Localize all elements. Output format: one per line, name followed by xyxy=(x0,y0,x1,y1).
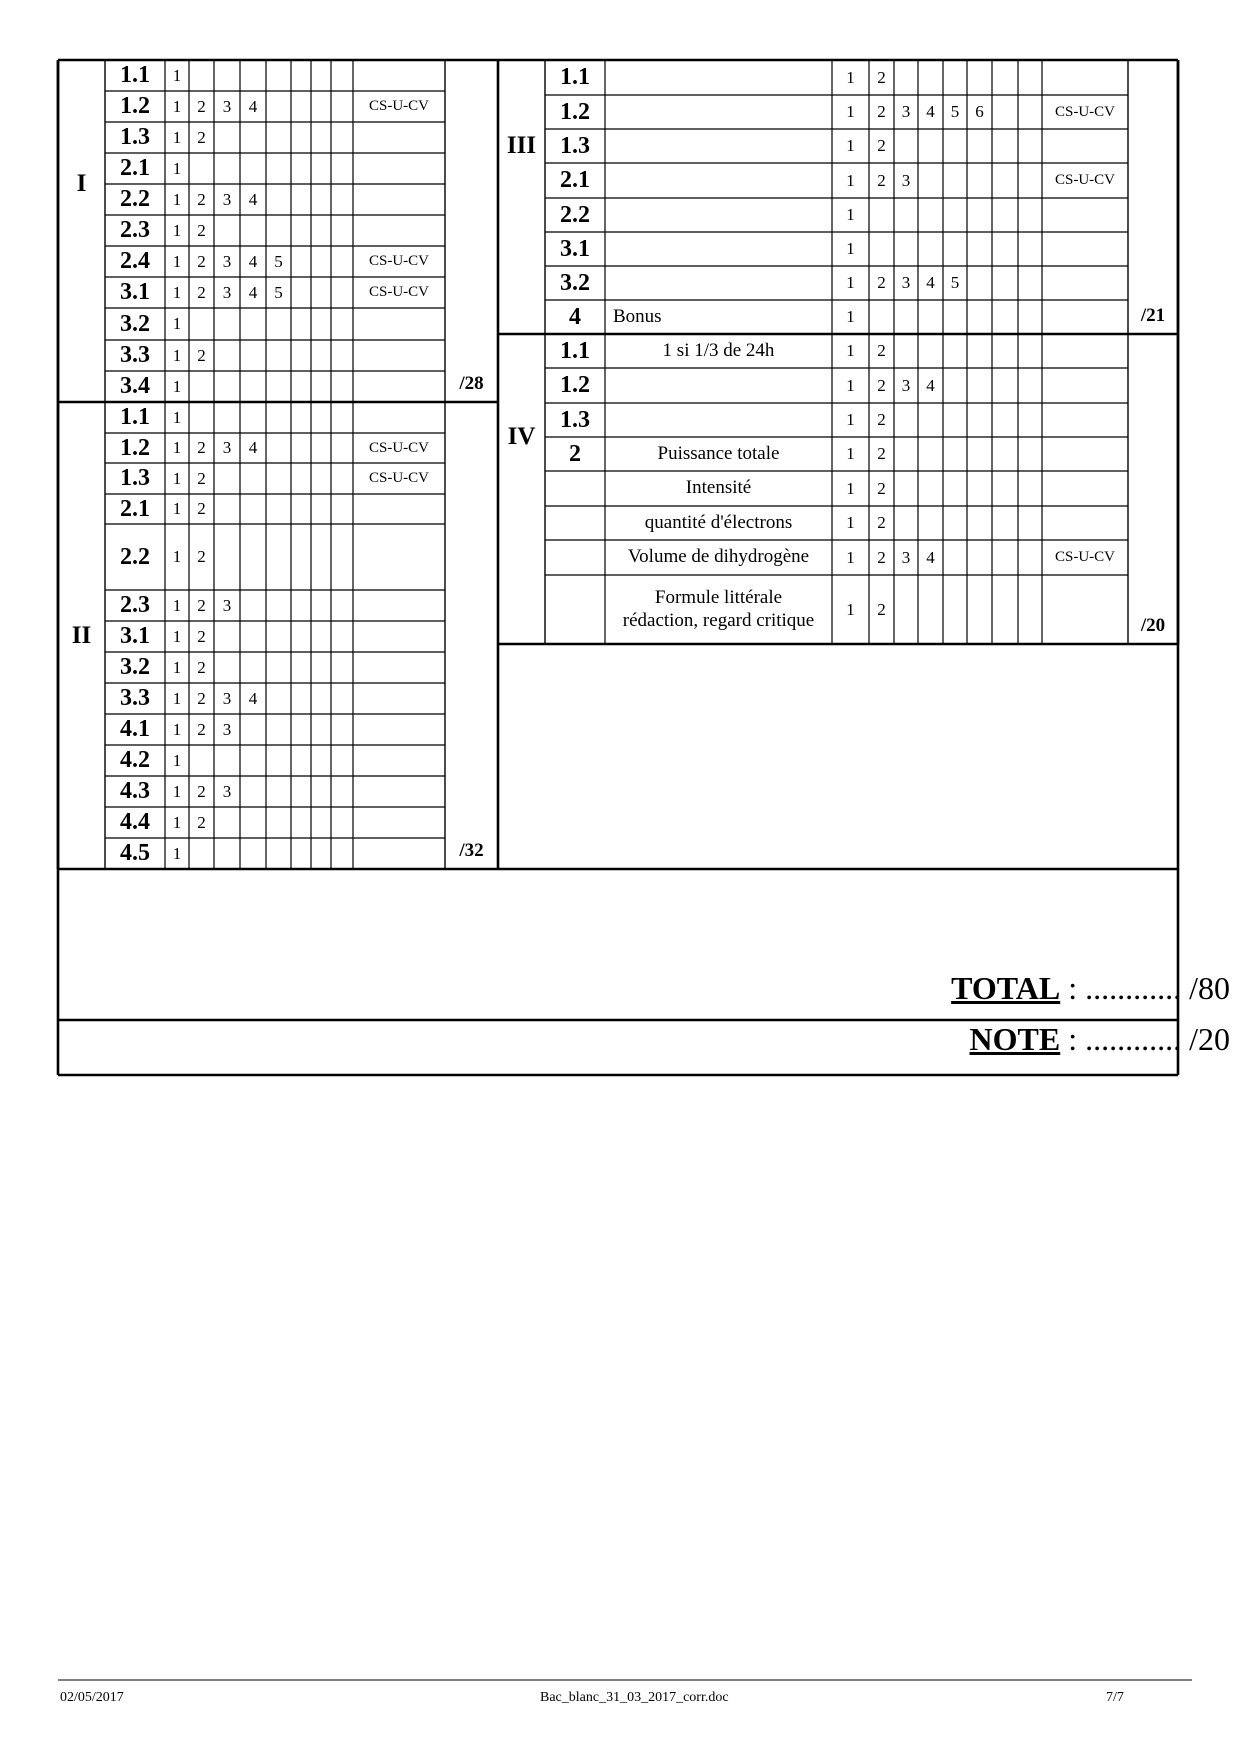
mark-value: 2 xyxy=(197,547,206,566)
total-max: /80 xyxy=(1189,970,1230,1006)
mark-value: 4 xyxy=(248,282,258,302)
question-number: 3.1 xyxy=(560,235,590,262)
competence-code: CS-U-CV xyxy=(1054,103,1115,120)
mark-value: 1 xyxy=(172,719,182,739)
question-description: Bonus xyxy=(613,305,662,327)
mark-value: 1 xyxy=(172,407,182,427)
mark-value: 3 xyxy=(222,189,232,209)
mark-value: 2 xyxy=(877,136,886,155)
mark-value: 1 xyxy=(846,599,855,619)
mark-value: 1 xyxy=(846,547,855,567)
question-number: 3.1 xyxy=(120,623,150,649)
competence-code: CS-U-CV xyxy=(368,439,429,456)
mark-value: 2 xyxy=(877,67,886,87)
mark-value: 2 xyxy=(197,96,206,116)
competence-code: CS-U-CV xyxy=(1054,549,1115,565)
mark-value: 1 xyxy=(172,251,182,271)
mark-value: 2 xyxy=(197,781,206,801)
mark-value: 5 xyxy=(950,273,960,292)
section-score: /32 xyxy=(459,840,484,861)
mark-value: 1 xyxy=(172,189,182,209)
note-label: NOTE xyxy=(969,1021,1061,1057)
mark-value: 3 xyxy=(222,96,232,116)
mark-value: 1 xyxy=(172,314,182,333)
question-number: 2.3 xyxy=(120,592,150,618)
mark-value: 3 xyxy=(222,781,232,801)
note-dots: : ............ xyxy=(1060,1021,1190,1057)
question-number: 1.2 xyxy=(560,98,590,125)
footer-date: 02/05/2017 xyxy=(60,1690,124,1705)
mark-value: 2 xyxy=(877,102,886,121)
mark-value: 5 xyxy=(274,282,283,302)
question-number: 1.2 xyxy=(560,372,590,398)
question-number: 3.3 xyxy=(120,342,150,368)
mark-value: 1 xyxy=(172,96,182,116)
mark-value: 2 xyxy=(197,127,206,147)
section-label: IV xyxy=(507,423,536,450)
mark-value: 2 xyxy=(197,189,206,209)
question-number: 1.2 xyxy=(120,434,150,461)
question-description: Puissance totale xyxy=(657,442,780,464)
mark-value: 4 xyxy=(248,189,258,209)
mark-value: 2 xyxy=(877,375,886,395)
mark-value: 3 xyxy=(222,251,232,271)
mark-value: 4 xyxy=(248,438,258,457)
question-number: 2.1 xyxy=(120,155,150,181)
mark-value: 2 xyxy=(197,812,206,832)
mark-value: 1 xyxy=(846,375,855,395)
question-number: 2.2 xyxy=(120,543,150,570)
mark-value: 1 xyxy=(172,657,182,677)
mark-value: 2 xyxy=(197,468,206,488)
question-number: 2.4 xyxy=(120,248,150,274)
mark-value: 3 xyxy=(901,273,911,292)
mark-value: 2 xyxy=(197,688,206,708)
question-number: 3.1 xyxy=(120,279,150,305)
question-number: 2.2 xyxy=(120,186,150,212)
question-number: 3.3 xyxy=(120,685,150,711)
question-description: Volume de dihydrogène xyxy=(627,546,810,568)
mark-value: 2 xyxy=(877,599,886,619)
competence-code: CS-U-CV xyxy=(368,284,429,300)
mark-value: 3 xyxy=(222,282,232,302)
mark-value: 1 xyxy=(172,843,182,863)
mark-value: 2 xyxy=(197,251,206,271)
mark-value: 2 xyxy=(197,220,206,240)
section-label: II xyxy=(71,621,92,649)
question-number: 4.3 xyxy=(120,778,150,804)
section-label: I xyxy=(76,170,87,197)
mark-value: 2 xyxy=(197,719,206,739)
mark-value: 6 xyxy=(975,102,984,121)
mark-value: 4 xyxy=(926,375,935,395)
mark-value: 1 xyxy=(172,626,182,646)
note-line xyxy=(970,1021,1230,1058)
question-number: 1.1 xyxy=(560,64,590,90)
question-number: 2.3 xyxy=(120,217,150,243)
mark-value: 2 xyxy=(877,478,886,498)
mark-value: 2 xyxy=(877,513,886,532)
mark-value: 1 xyxy=(846,410,855,429)
mark-value: 1 xyxy=(172,220,182,240)
question-number: 4.4 xyxy=(120,809,150,835)
mark-value: 1 xyxy=(172,595,182,615)
total-label: TOTAL xyxy=(951,970,1061,1006)
mark-value: 4 xyxy=(248,251,258,271)
mark-value: 1 xyxy=(172,499,182,518)
mark-value: 3 xyxy=(901,547,911,567)
question-number: 3.2 xyxy=(120,310,150,337)
mark-value: 1 xyxy=(846,205,855,224)
question-number: 4.1 xyxy=(120,716,150,742)
mark-value: 2 xyxy=(877,273,886,292)
question-number: 2.2 xyxy=(560,201,590,228)
mark-value: 3 xyxy=(222,438,232,457)
question-number: 3.2 xyxy=(560,269,590,296)
mark-value: 1 xyxy=(172,688,182,708)
mark-value: 2 xyxy=(197,595,206,615)
mark-value: 1 xyxy=(172,127,182,147)
question-number: 4 xyxy=(569,303,581,330)
question-description: quantité d'électrons xyxy=(644,511,793,533)
section-score: /21 xyxy=(1140,305,1166,326)
mark-value: 3 xyxy=(901,170,911,190)
question-number: 3.2 xyxy=(120,654,150,680)
mark-value: 3 xyxy=(222,719,232,739)
section-label: III xyxy=(506,132,537,159)
note-max: /20 xyxy=(1189,1021,1230,1057)
question-number: 1.1 xyxy=(560,337,590,364)
mark-value: 3 xyxy=(901,375,911,395)
mark-value: 1 xyxy=(846,273,855,292)
question-number: 1.3 xyxy=(560,132,590,159)
mark-value: 1 xyxy=(846,444,855,463)
mark-value: 5 xyxy=(950,102,960,121)
question-number: 4.5 xyxy=(120,840,150,866)
question-description: Formule littérale rédaction, regard critique xyxy=(622,586,815,631)
mark-value: 1 xyxy=(846,478,855,498)
footer-page: 7/7 xyxy=(1106,1690,1124,1705)
mark-value: 1 xyxy=(172,282,182,302)
mark-value: 2 xyxy=(877,547,886,567)
mark-value: 1 xyxy=(846,102,855,121)
mark-value: 1 xyxy=(846,341,855,360)
question-number: 3.4 xyxy=(120,373,150,399)
mark-value: 1 xyxy=(172,158,182,178)
question-number: 1.3 xyxy=(120,465,150,491)
mark-value: 1 xyxy=(846,67,855,87)
mark-value: 1 xyxy=(846,513,855,532)
mark-value: 4 xyxy=(926,547,935,567)
question-number: 1.2 xyxy=(120,93,150,119)
mark-value: 1 xyxy=(172,781,182,801)
mark-value: 5 xyxy=(274,251,283,271)
competence-code: CS-U-CV xyxy=(1054,172,1115,188)
mark-value: 2 xyxy=(877,444,886,463)
section-score: /20 xyxy=(1140,615,1166,636)
competence-code: CS-U-CV xyxy=(368,470,429,486)
question-number: 1.1 xyxy=(120,62,150,88)
mark-value: 3 xyxy=(222,688,232,708)
total-dots: : ............ xyxy=(1060,970,1190,1006)
mark-value: 1 xyxy=(172,750,182,770)
section-score: /28 xyxy=(459,373,484,394)
question-number: 1.3 xyxy=(120,124,150,150)
question-number: 2.1 xyxy=(560,167,590,193)
mark-value: 2 xyxy=(877,341,886,360)
total-line xyxy=(951,970,1230,1007)
mark-value: 1 xyxy=(172,468,182,488)
mark-value: 2 xyxy=(877,170,886,190)
mark-value: 4 xyxy=(926,102,935,121)
mark-value: 1 xyxy=(172,547,182,566)
mark-value: 1 xyxy=(172,65,182,85)
mark-value: 4 xyxy=(248,688,258,708)
mark-value: 2 xyxy=(197,499,206,518)
mark-value: 2 xyxy=(197,282,206,302)
question-number: 2 xyxy=(569,440,581,467)
mark-value: 2 xyxy=(197,626,206,646)
mark-value: 1 xyxy=(172,345,182,365)
mark-value: 3 xyxy=(901,102,911,121)
mark-value: 4 xyxy=(926,273,935,292)
mark-value: 4 xyxy=(248,96,258,116)
mark-value: 2 xyxy=(877,410,886,429)
mark-value: 2 xyxy=(197,345,206,365)
mark-value: 2 xyxy=(197,438,206,457)
competence-code: CS-U-CV xyxy=(368,253,429,269)
question-description: 1 si 1/3 de 24h xyxy=(662,339,775,361)
mark-value: 1 xyxy=(172,438,182,457)
footer-filename: Bac_blanc_31_03_2017_corr.doc xyxy=(540,1690,729,1705)
mark-value: 1 xyxy=(172,812,182,832)
mark-value: 1 xyxy=(846,136,855,155)
mark-value: 3 xyxy=(222,595,232,615)
competence-code: CS-U-CV xyxy=(368,98,429,114)
mark-value: 1 xyxy=(846,170,855,190)
question-number: 2.1 xyxy=(120,495,150,522)
question-number: 1.1 xyxy=(120,404,150,430)
mark-value: 1 xyxy=(172,376,182,396)
mark-value: 2 xyxy=(197,657,206,677)
question-description: Intensité xyxy=(685,477,752,499)
question-number: 4.2 xyxy=(120,747,150,773)
mark-value: 1 xyxy=(846,239,855,258)
question-number: 1.3 xyxy=(560,406,590,433)
mark-value: 1 xyxy=(846,307,855,326)
